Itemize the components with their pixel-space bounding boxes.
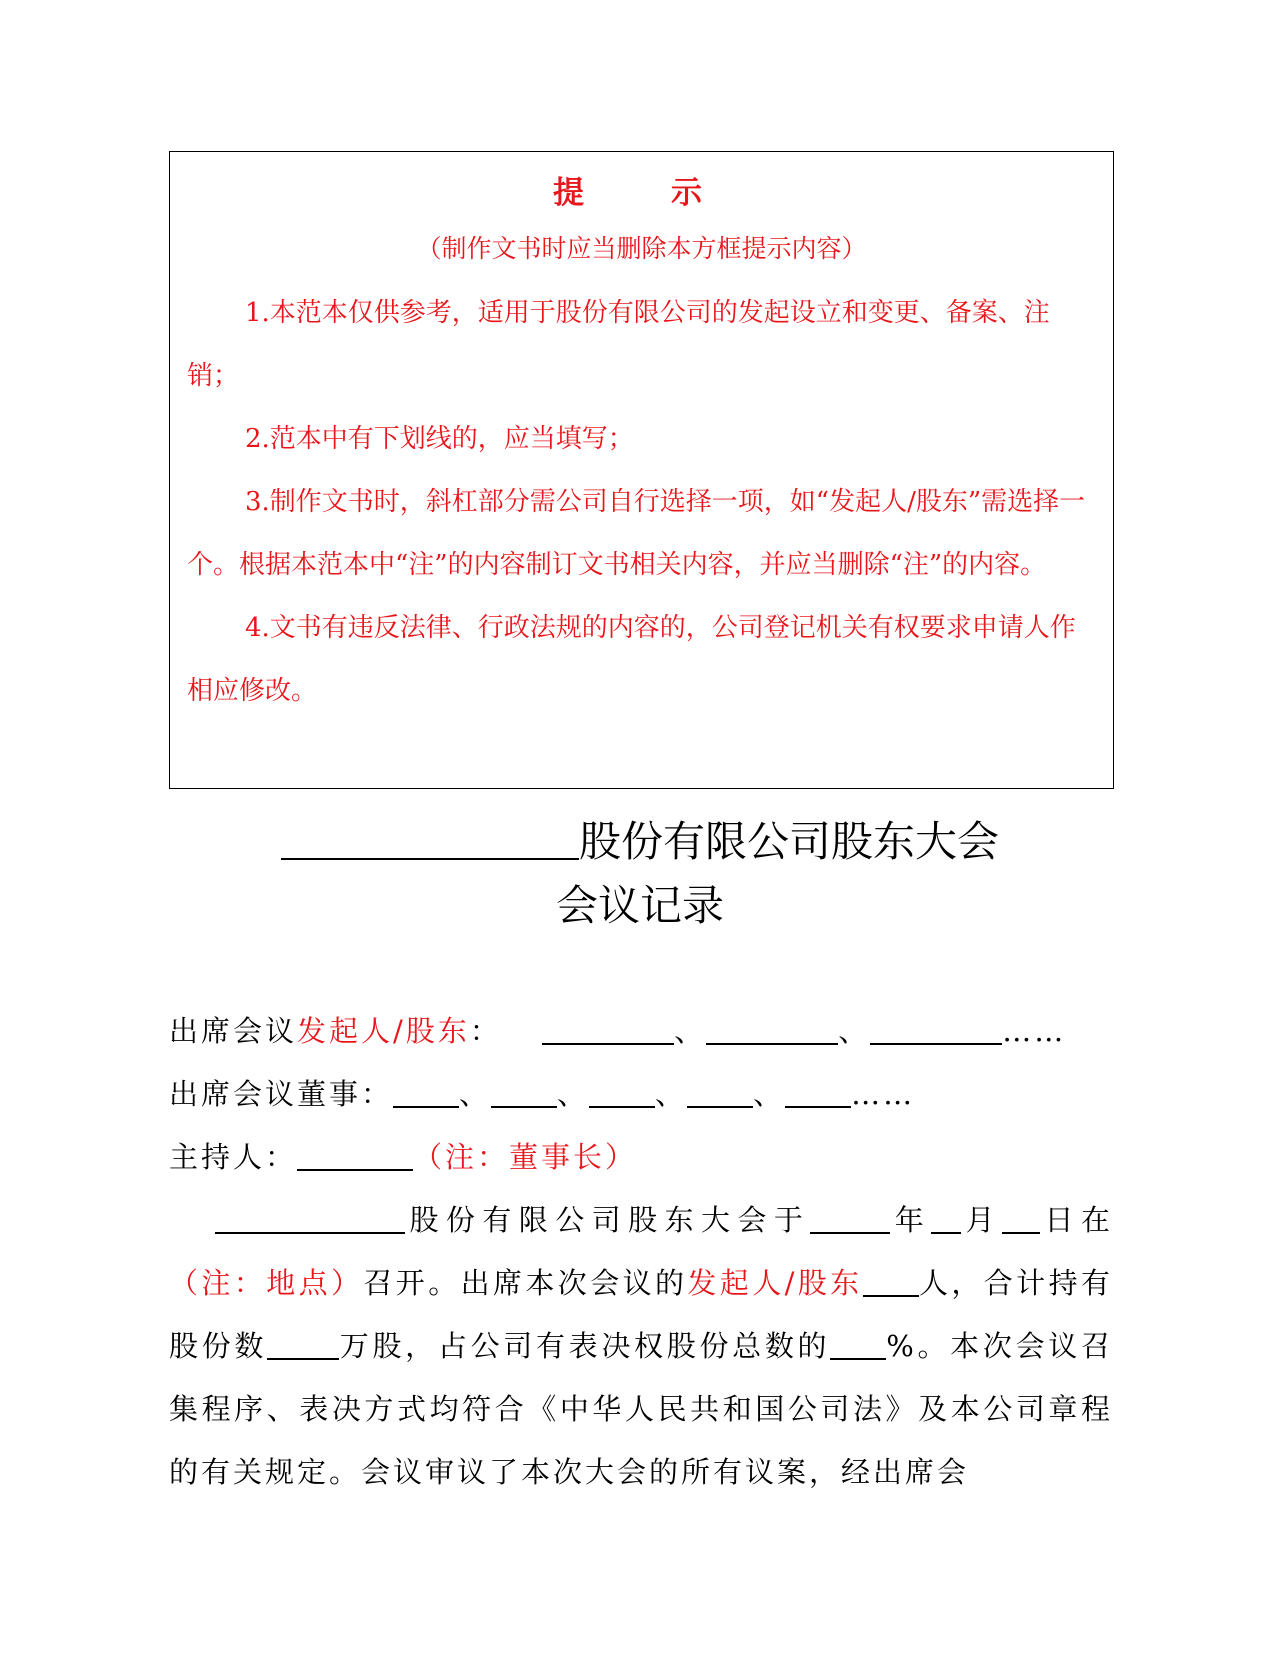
attendee-blank-1[interactable] — [542, 1014, 674, 1045]
attendees-colon: ： — [469, 1014, 502, 1048]
directors-label: 出席会议董事： — [169, 1077, 394, 1111]
separator: 、 — [674, 1014, 707, 1048]
ellipsis: …… — [851, 1077, 916, 1111]
ellipsis: …… — [1002, 1014, 1067, 1048]
notice-item-4: 4.文书有违反法律、行政法规的内容的，公司登记机关有权要求申请人作相应修改。 — [187, 613, 1076, 706]
notice-item-3: 3.制作文书时，斜杠部分需公司自行选择一项，如“发起人/股东”需选择一个。根据本范本中“注”的内容制订文书相关内容，并应当删除“注”的内容。 — [187, 487, 1086, 580]
notice-title: 提 示 — [553, 175, 730, 211]
para-text-5: %。本次会议召集程序、表决方式均符合《中华人民共和国公司法》及本公司章程的有关规定。会议审议了本次大会的所有议案，经出席会 — [169, 1329, 1113, 1489]
separator: 、 — [655, 1077, 688, 1111]
host-note: （注：董事长） — [413, 1140, 638, 1174]
para-month: 月 — [961, 1203, 1003, 1237]
director-blank-2[interactable] — [491, 1077, 557, 1108]
director-blank-3[interactable] — [589, 1077, 655, 1108]
separator: 、 — [753, 1077, 786, 1111]
notice-box — [169, 151, 1114, 789]
director-blank-1[interactable] — [393, 1077, 459, 1108]
company-blank[interactable] — [215, 1203, 405, 1234]
notice-item-1: 1.本范本仅供参考，适用于股份有限公司的发起设立和变更、备案、注销； — [187, 298, 1050, 391]
separator: 、 — [459, 1077, 492, 1111]
separator: 、 — [557, 1077, 590, 1111]
notice-item-2: 2.范本中有下划线的，应当填写； — [245, 424, 634, 454]
directors-line — [169, 1063, 1113, 1126]
attendee-blank-3[interactable] — [870, 1014, 1002, 1045]
meeting-paragraph — [169, 1189, 1113, 1504]
year-blank[interactable] — [810, 1203, 890, 1234]
director-blank-4[interactable] — [687, 1077, 753, 1108]
separator: 、 — [838, 1014, 871, 1048]
month-blank[interactable] — [931, 1203, 961, 1234]
document-subtitle: 会议记录 — [555, 881, 724, 930]
attendees-role: 发起人/股东 — [297, 1014, 470, 1048]
host-blank[interactable] — [297, 1140, 413, 1171]
para-day-at: 日在 — [1040, 1203, 1113, 1237]
document-title-text: 股份有限公司股东大会 — [578, 817, 999, 866]
company-name-blank[interactable] — [281, 816, 579, 860]
place-note: （注：地点） — [169, 1266, 364, 1300]
percent-blank[interactable] — [830, 1329, 886, 1360]
director-blank-5[interactable] — [785, 1077, 851, 1108]
host-line — [169, 1126, 1113, 1189]
para-text-1: 股份有限公司股东大会于 — [405, 1203, 811, 1237]
attendees-label: 出席会议 — [169, 1014, 298, 1048]
attendee-blank-2[interactable] — [706, 1014, 838, 1045]
host-label: 主持人： — [169, 1140, 298, 1174]
para-role: 发起人/股东 — [687, 1266, 863, 1300]
attendees-line — [169, 1000, 1113, 1063]
para-text-4: 万股，占公司有表决权股份总数的 — [339, 1329, 831, 1363]
people-count-blank[interactable] — [863, 1266, 919, 1297]
para-text-2: 召开。出席本次会议的 — [363, 1266, 688, 1300]
document-title — [0, 812, 1280, 872]
attendees-section — [169, 1000, 1113, 1189]
day-blank[interactable] — [1002, 1203, 1040, 1234]
shares-blank[interactable] — [267, 1329, 339, 1360]
para-text-3: 人，合计持有股份数 — [169, 1266, 1113, 1363]
para-year: 年 — [890, 1203, 932, 1237]
notice-subtitle: （制作文书时应当删除本方框提示内容） — [416, 234, 867, 263]
